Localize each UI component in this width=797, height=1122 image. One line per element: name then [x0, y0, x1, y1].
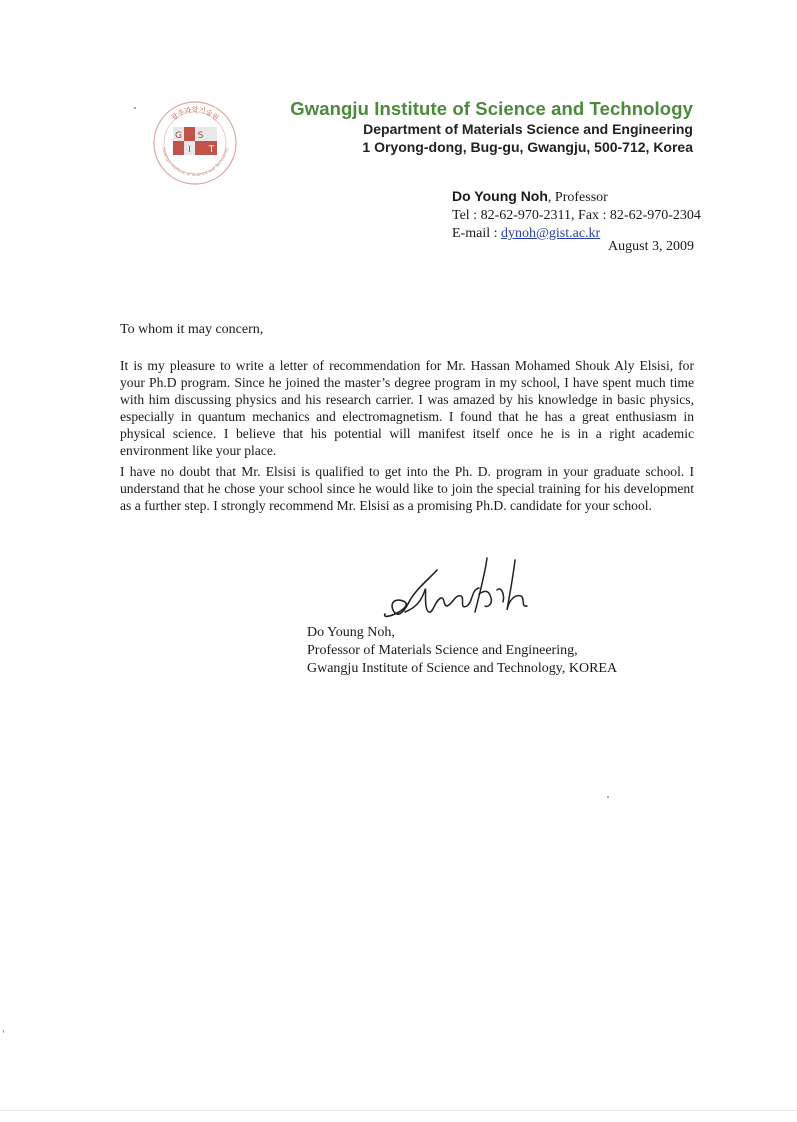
sender-title: , Professor — [547, 190, 608, 205]
gist-seal-logo — [152, 100, 238, 186]
signatory-name: Do Young Noh, — [307, 625, 395, 640]
signatory-institution: Gwangju Institute of Science and Technology, KOREA — [307, 661, 618, 676]
body-paragraph-2: I have no doubt that Mr. Elsisi is qualified to get into the Ph. D. program in your graduate school. I understand that he chose your school since he would like to join the special training for his development as a further step. I strongly recommend Mr. Elsisi as a promising Ph.D. candidate for your school. — [120, 464, 694, 513]
sender-tel-fax: Tel : 82-62-970-2311, Fax : 82-62-970-2304 — [452, 208, 701, 223]
seal-letter-t: T — [208, 145, 215, 155]
scan-speck — [134, 107, 136, 109]
scan-speck — [607, 796, 609, 798]
letter-date: August 3, 2009 — [608, 239, 694, 254]
sender-name: Do Young Noh — [452, 188, 548, 204]
institute-address: 1 Oryong-dong, Bug-gu, Gwangju, 500-712, Korea — [362, 139, 693, 155]
sender-name-line — [452, 187, 701, 207]
seal-top-text: 광주과학기술원 — [169, 106, 221, 123]
handwritten-signature — [375, 550, 555, 630]
body-paragraph-1: It is my pleasure to write a letter of recommendation for Mr. Hassan Mohamed Shouk Aly Elsisi, for your Ph.D program. Since he joined the master’s degree program in my school, I have spent much time with him discussing physics and his research carrier. I was amazed by his knowledge in basic physics, especially in quantum mechanics and electromagnetism. I found that he has a great enthusiasm in physical science. I believe that his potential will manifest itself once he is in a right academic environment like your place. — [120, 358, 694, 458]
scan-speck — [3, 1030, 4, 1033]
email-link[interactable]: dynoh@gist.ac.kr — [501, 226, 601, 241]
svg-text:광주과학기술원 — [169, 105, 221, 122]
sender-block — [452, 187, 701, 243]
department-name: Department of Materials Science and Engineering — [363, 121, 693, 137]
seal-letter-i: I — [188, 145, 191, 155]
salutation: To whom it may concern, — [120, 322, 264, 337]
signatory-position: Professor of Materials Science and Engineering, — [307, 643, 578, 658]
seal-letter-s: S — [197, 131, 204, 141]
signature-block — [307, 624, 617, 678]
seal-letter-g: G — [175, 131, 182, 141]
email-label: E-mail : — [452, 226, 501, 241]
scan-edge-line — [0, 1110, 797, 1111]
letterhead — [290, 98, 693, 156]
seal-bottom-text: Gwangju Institute of Science and Technology — [161, 146, 229, 178]
institute-name: Gwangju Institute of Science and Technology — [290, 98, 693, 119]
